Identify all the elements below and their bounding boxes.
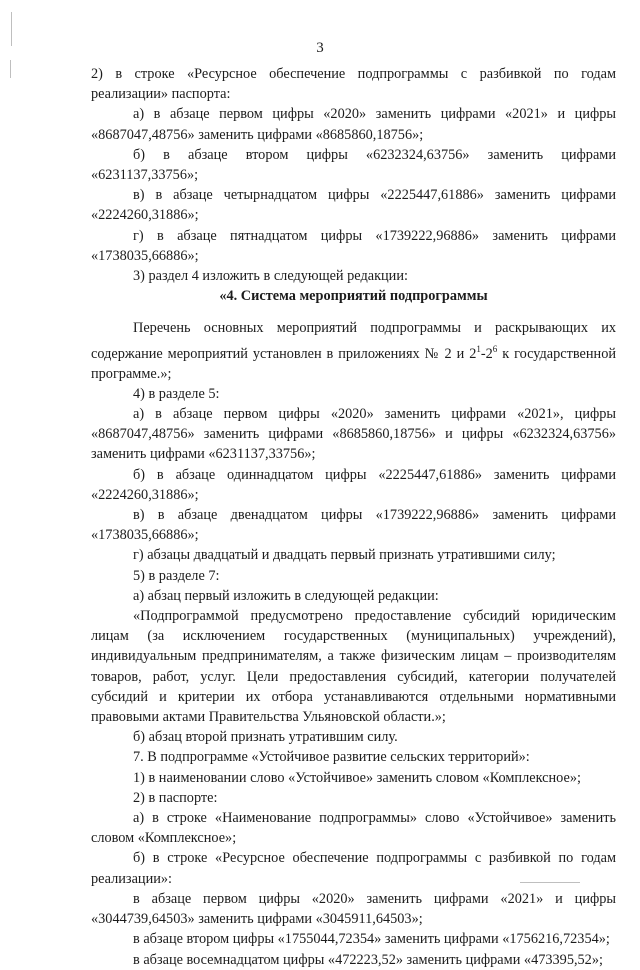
paragraph: 1) в наименовании слово «Устойчивое» заменить словом «Комплексное»; (133, 769, 581, 786)
paragraph: 4) в разделе 5: (133, 385, 220, 402)
scan-margin-mark (10, 60, 11, 78)
superscript: 6 (492, 343, 498, 354)
paragraph: а) в строке «Наименование подпрограммы» слово «Устойчивое» заменить словом «Комплексное»; (91, 810, 616, 847)
paragraph: б) в абзаце одиннадцатом цифры «2225447,61886» заменить цифрами «2224260,31886»; (91, 466, 616, 503)
paragraph: г) в абзаце пятнадцатом цифры «1739222,96886» заменить цифрами «1738035,66886»; (91, 227, 616, 264)
paragraph-text: -2 (480, 345, 493, 362)
paragraph: б) абзац второй признать утратившим силу. (133, 729, 398, 746)
paragraph: в) в абзаце двенадцатом цифры «1739222,96886» заменить цифрами «1738035,66886»; (91, 507, 616, 544)
paragraph: в абзаце первом цифры «2020» заменить цифрами «2021» и цифры «3044739,64503» заменить цифрами «3045911,64503»; (91, 890, 616, 928)
section-heading: «4. Система мероприятий подпрограммы (219, 288, 488, 305)
paragraph: в абзаце восемнадцатом цифры «472223,52» заменить цифрами «473395,52»; (133, 951, 603, 968)
paragraph: 2) в паспорте: (133, 789, 218, 806)
spacer (91, 306, 616, 318)
paragraph: 2) в строке «Ресурсное обеспечение подпрограммы с разбивкой по годам реализации» паспорта: (91, 66, 616, 103)
document-body (91, 64, 616, 970)
paragraph: 7. В подпрограмме «Устойчивое развитие сельских территорий»: (133, 749, 530, 766)
paragraph: а) абзац первый изложить в следующей редакции: (133, 587, 439, 604)
paragraph: б) в абзаце втором цифры «6232324,63756» заменить цифрами «6231137,33756»; (91, 146, 616, 184)
page-number: 3 (316, 40, 324, 56)
superscript: 1 (476, 343, 481, 354)
paragraph-text: Перечень основных мероприятий подпрограммы и раскрывающих их содержание мероприятий установлен в приложениях № 2 и 2 (91, 320, 616, 362)
paragraph: 3) раздел 4 изложить в следующей редакции: (133, 268, 408, 285)
paragraph: а) в абзаце первом цифры «2020» заменить цифрами «2021» и цифры «8687047,48756» заменить цифрами «8685860,18756»; (91, 106, 616, 143)
paragraph-text: к государственной программе.»; (91, 345, 616, 382)
paragraph: а) в абзаце первом цифры «2020» заменить цифрами «2021», цифры «8687047,48756» заменить цифрами «8685860,18756» и цифры «6232324,63756» заменить цифрами «6231137,33756»; (91, 406, 616, 463)
paragraph: в абзаце втором цифры «1755044,72354» заменить цифрами «1756216,72354»; (133, 931, 610, 948)
paragraph: 5) в разделе 7: (133, 567, 220, 584)
paragraph: г) абзацы двадцатый и двадцать первый признать утратившими силу; (133, 547, 556, 564)
paragraph: б) в строке «Ресурсное обеспечение подпрограммы с разбивкой по годам реализации»: (91, 850, 616, 887)
paragraph: «Подпрограммой предусмотрено предоставление субсидий юридическим лицам (за исключением государственных (муниципальных) учреждений), индивидуальным предпринимателям, а также физическим лицам – производителям товаров, работ, услуг. Цели предоставления субсидий, категории получателей субсидий и критерии их отбора устанавливаются отдельными нормативными правовыми актами Правительства Ульяновской области.»; (91, 608, 616, 726)
paragraph: в) в абзаце четырнадцатом цифры «2225447,61886» заменить цифрами «2224260,31886»; (91, 187, 616, 224)
paragraph (91, 318, 616, 383)
